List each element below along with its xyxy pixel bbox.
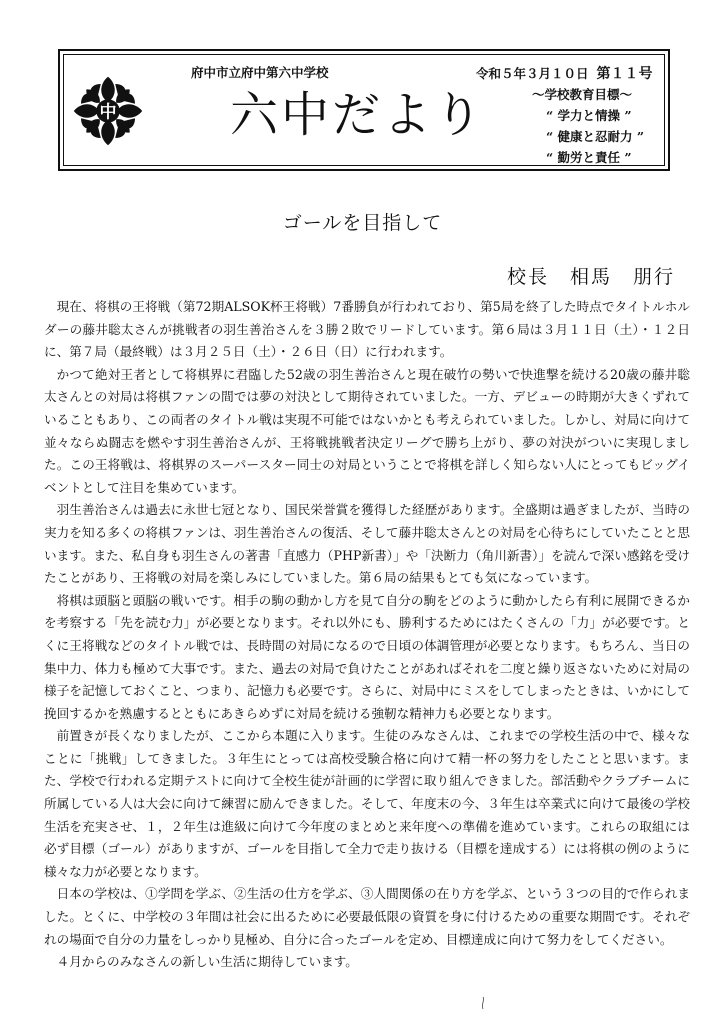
scan-mark — [480, 996, 486, 1010]
motto-heading: ～学校教育目標～ — [532, 87, 633, 102]
paragraph: 日本の学校は、①学問を学ぶ、②生活の仕方を学ぶ、③人間関係の在り方を学ぶ、という３つの目的で作られました。とくに、中学校の３年間は社会に出るために必要最低限の資質を身に付けるための重要な期間です。それぞれの場面で自分の力量をしっかり見極め、自分に合ったゴールを定め、目標達成に向けて努力をしてください。 — [44, 886, 690, 947]
school-motto — [532, 84, 664, 168]
school-emblem-icon — [72, 65, 144, 157]
masthead — [58, 49, 670, 171]
emblem-char: 中 — [99, 102, 117, 123]
school-name: 府中市立府中第六中学校 — [191, 65, 329, 80]
school-emblem — [99, 68, 126, 123]
paragraph: 現在、将棋の王将戦（第72期ALSOK杯王将戦）7番勝負が行われており、第5局を終了した時点でタイトルホルダーの藤井聡太さんが挑戦者の羽生善治さんを３勝２敗でリードしています。第６局は３月１１日（土）・１２日に、第７局（最終戦）は３月２５日（土）・２６日（日）に行われます。 — [44, 299, 690, 360]
article-author: 校長 相馬 朋行 — [506, 266, 675, 288]
article-title: ゴールを目指して — [282, 212, 443, 234]
paragraph: 将棋は頭脳と頭脳の戦いです。相手の駒の動かし方を見て自分の駒をどのように動かしたら有利に展開できるかを考察する「先を読む力」が必要となります。それ以外にも、勝利するためにはたくさんの「力」が必要です。とくに王将戦などのタイトル戦では、長時間の対局になるので日頃の体調管理が必要となります。もちろん、当日の集中力、体力も極めて大事です。また、過去の対局で負けたことがあればそれを二度と繰り返さないために対局の様子を記憶しておくこと、つまり、記憶力も必要です。さらに、対局中にミスをしてしまったときは、いかにして挽回するかを熟慮するとともにあきらめずに対局を続ける強靭な精神力も必要となります。 — [44, 592, 690, 721]
motto-item: “ 学力と情操 ” — [546, 108, 632, 123]
newsletter-title: 六中だより — [230, 87, 486, 143]
article-body — [44, 296, 690, 974]
paragraph: ４月からのみなさんの新しい生活に期待しています。 — [56, 954, 358, 970]
issue-date-line — [476, 63, 653, 83]
issue-number: 第１１号 — [596, 66, 653, 82]
paragraph: 前置きが長くなりましたが、ここから本題に入ります。生徒のみなさんは、これまでの学校生活の中で、様々なことに「挑戦」してきました。３年生にとっては高校受験合格に向けて精一杯の努力をしたことと思います。また、学校で行われる定期テストに向けて全校生徒が計画的に学習に取り組んできました。部活動やクラブチームに所属している人は大会に向けて練習に励んできました。そして、年度末の今、３年生は卒業式に向けて最後の学校生活を充実させ、１，２年生は進級に向けて今年度のまとめと来年度への準備を進めています。これらの取組には必ず目標（ゴール）がありますが、ゴールを目指して全力で走り抜ける（目標を達成する）には将棋の例のように様々な力が必要となります。 — [44, 728, 690, 879]
paragraph: かつて絶対王者として将棋界に君臨した52歳の羽生善治さんと現在破竹の勢いで快進撃を続ける20歳の藤井聡太さんとの対局は将棋ファンの間では夢の対決として期待されていました。一方、デビューの時期が大きくずれていることもあり、この両者のタイトル戦は実現不可能ではないかとも考えられていました。しかし、対局に向けて並々ならぬ闘志を燃やす羽生善治さんが、王将戦挑戦者決定リーグで勝ち上がり、夢の対決がついに実現しました。この王将戦は、将棋界のスーパースター同士の対局ということで将棋を詳しく知らない人にとってもビッグイベントとして注目を集めています。 — [44, 366, 690, 495]
issue-date: 令和５年３月１０日 — [476, 66, 589, 81]
paragraph: 羽生善治さんは過去に永世七冠となり、国民栄誉賞を獲得した経歴があります。全盛期は過ぎましたが、当時の実力を知る多くの将棋ファンは、羽生善治さんの復活、そして藤井聡太さんとの対局を心待ちにしていたことと思います。また、私自身も羽生さんの著書「直感力（PHP新書）」や「決断力（角川新書）」を読んで深い感銘を受けたことがあり、王将戦の対局を楽しみにしていました。第６局の結果もとても気になっています。 — [44, 502, 690, 586]
motto-item: “ 勤労と責任 ” — [546, 150, 632, 165]
motto-item: “ 健康と忍耐力 ” — [546, 129, 645, 144]
